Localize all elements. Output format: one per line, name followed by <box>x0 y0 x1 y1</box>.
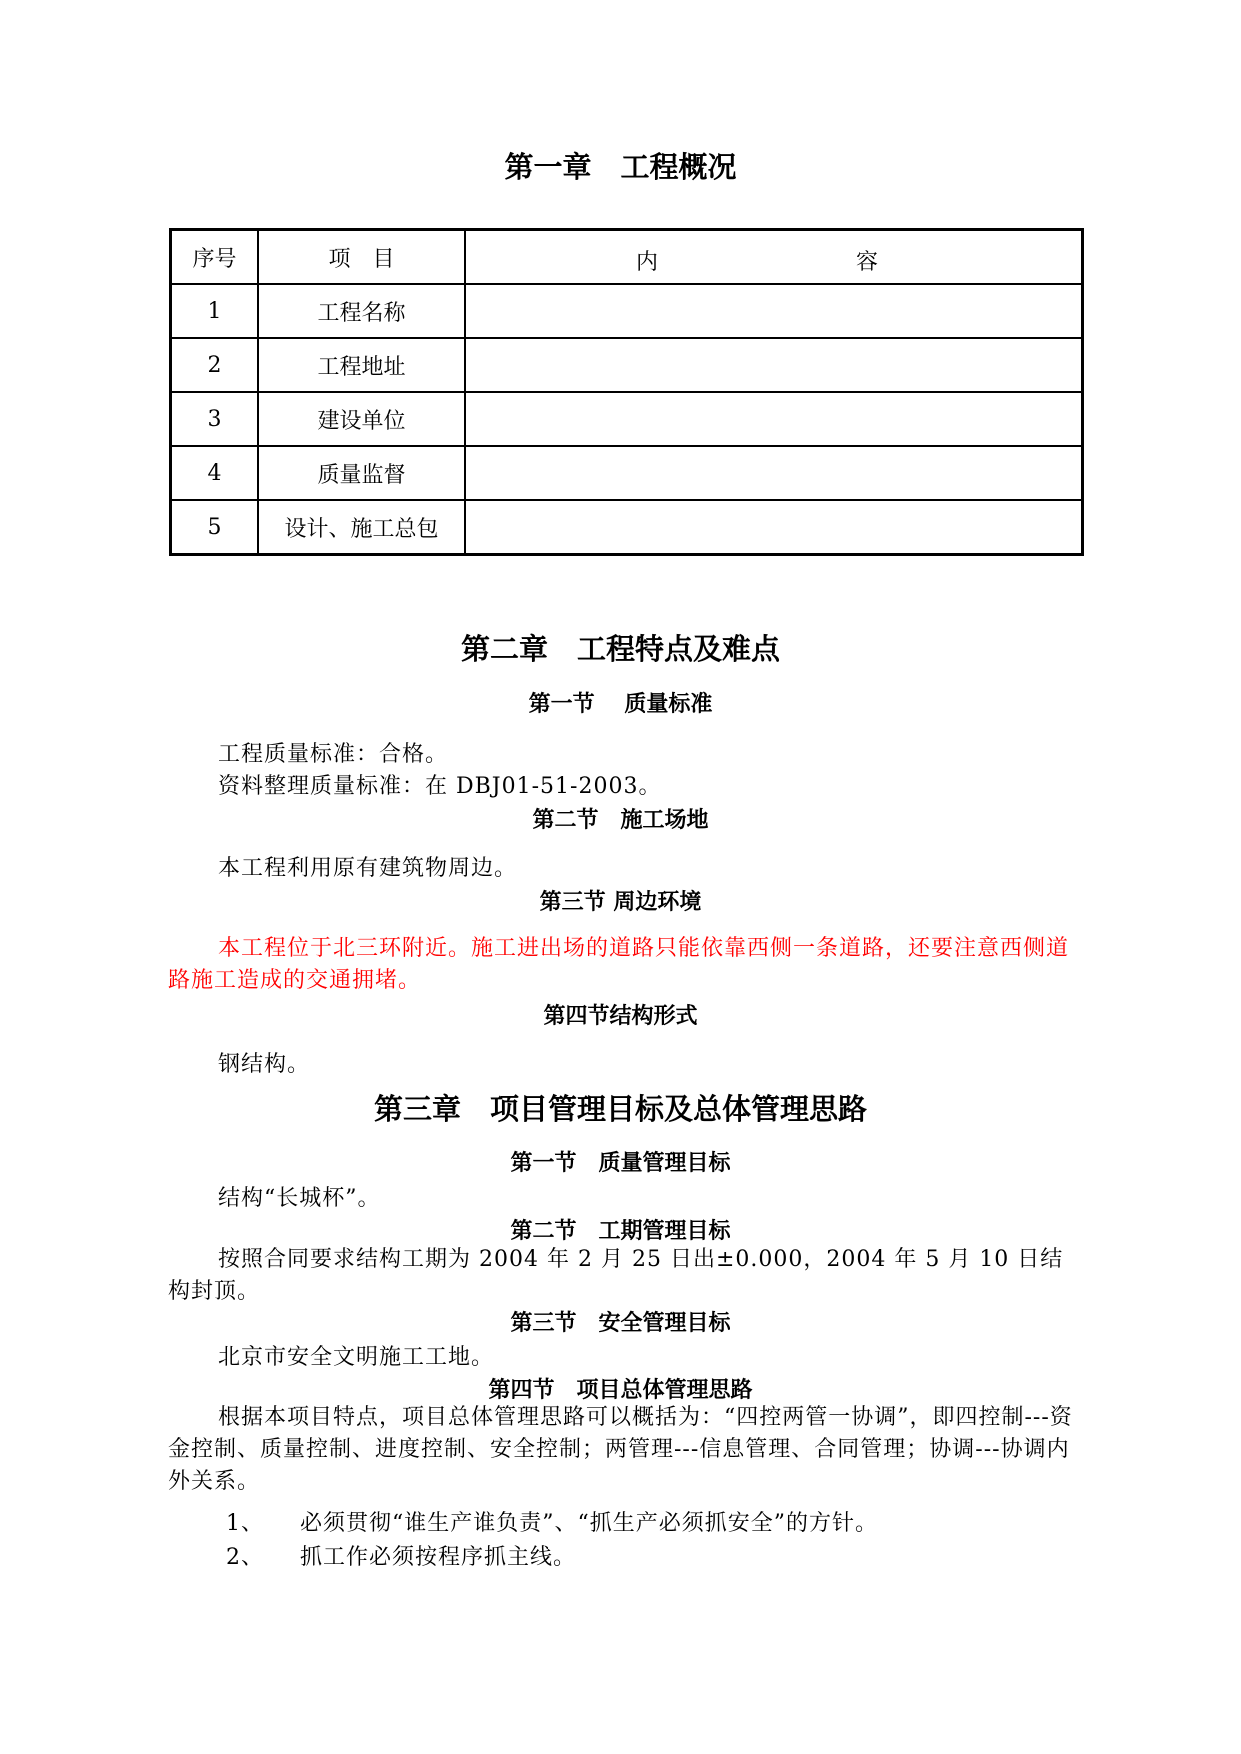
table-row <box>171 284 1083 338</box>
ch2-s3-paragraph: 本工程位于北三环附近。施工进出场的道路只能依靠西侧一条道路，还要注意西侧道路施工造成的交通拥堵。 <box>168 936 1070 993</box>
ch3-section-2-title: 第二节 工期管理目标 <box>510 1219 731 1244</box>
project-overview-table <box>169 228 1084 556</box>
chapter-3-title: 第三章 项目管理目标及总体管理思路 <box>373 1092 867 1126</box>
header-item: 项 目 <box>258 230 465 285</box>
row-item: 质量监督 <box>258 446 465 500</box>
ch2-section-1-title: 第一节 质量标准 <box>528 692 713 717</box>
ch3-s2-paragraph: 按照合同要求结构工期为 2004 年 2 月 25 日出±0.000，2004 年 5 月 10 日结构封顶。 <box>168 1247 1064 1304</box>
row-no: 4 <box>171 446 259 500</box>
ch2-s2-line-1: 本工程利用原有建筑物周边。 <box>218 856 518 881</box>
ch2-section-4-title: 第四节结构形式 <box>543 1004 698 1029</box>
chapter-2-title: 第二章 工程特点及难点 <box>460 632 780 666</box>
list-item-number: 2、 <box>226 1545 264 1570</box>
header-content <box>465 230 1083 285</box>
row-content <box>465 500 1083 555</box>
table-row <box>171 338 1083 392</box>
table-row <box>171 500 1083 555</box>
row-no: 1 <box>171 284 259 338</box>
row-item: 设计、施工总包 <box>258 500 465 555</box>
list-item-text: 抓工作必须按程序抓主线。 <box>300 1545 577 1570</box>
row-content <box>465 392 1083 446</box>
row-no: 5 <box>171 500 259 555</box>
ch3-section-3-title: 第三节 安全管理目标 <box>510 1311 731 1336</box>
table-row <box>171 392 1083 446</box>
list-item-number: 1、 <box>226 1511 264 1536</box>
header-content-left: 内 <box>636 250 659 275</box>
table-row <box>171 446 1083 500</box>
chapter-1-title: 第一章 工程概况 <box>504 150 737 184</box>
ch3-section-4-title: 第四节 项目总体管理思路 <box>488 1378 753 1403</box>
ch3-s3-line-1: 北京市安全文明施工工地。 <box>218 1345 495 1370</box>
ch2-s1-line-2: 资料整理质量标准：在 DBJ01-51-2003。 <box>218 774 662 799</box>
row-content <box>465 338 1083 392</box>
row-item: 建设单位 <box>258 392 465 446</box>
ch2-s4-line-1: 钢结构。 <box>218 1052 311 1077</box>
ch2-section-2-title: 第二节 施工场地 <box>532 808 709 833</box>
ch3-s1-line-1: 结构“长城杯”。 <box>218 1186 381 1211</box>
ch2-s1-line-1: 工程质量标准：合格。 <box>218 742 449 767</box>
list-item-text: 必须贯彻“谁生产谁负责”、“抓生产必须抓安全”的方针。 <box>300 1511 878 1536</box>
header-no: 序号 <box>171 230 259 285</box>
row-item: 工程地址 <box>258 338 465 392</box>
row-no: 3 <box>171 392 259 446</box>
row-content <box>465 446 1083 500</box>
row-item: 工程名称 <box>258 284 465 338</box>
table-header-row <box>171 230 1083 285</box>
ch3-s4-paragraph: 根据本项目特点，项目总体管理思路可以概括为：“四控两管一协调”，即四控制---资金控制、质量控制、进度控制、安全控制；两管理---信息管理、合同管理；协调---协调内外关系。 <box>168 1405 1073 1494</box>
ch3-section-1-title: 第一节 质量管理目标 <box>510 1151 731 1176</box>
header-content-right: 容 <box>856 250 879 275</box>
row-no: 2 <box>171 338 259 392</box>
row-content <box>465 284 1083 338</box>
ch2-section-3-title: 第三节 周边环境 <box>539 890 702 915</box>
